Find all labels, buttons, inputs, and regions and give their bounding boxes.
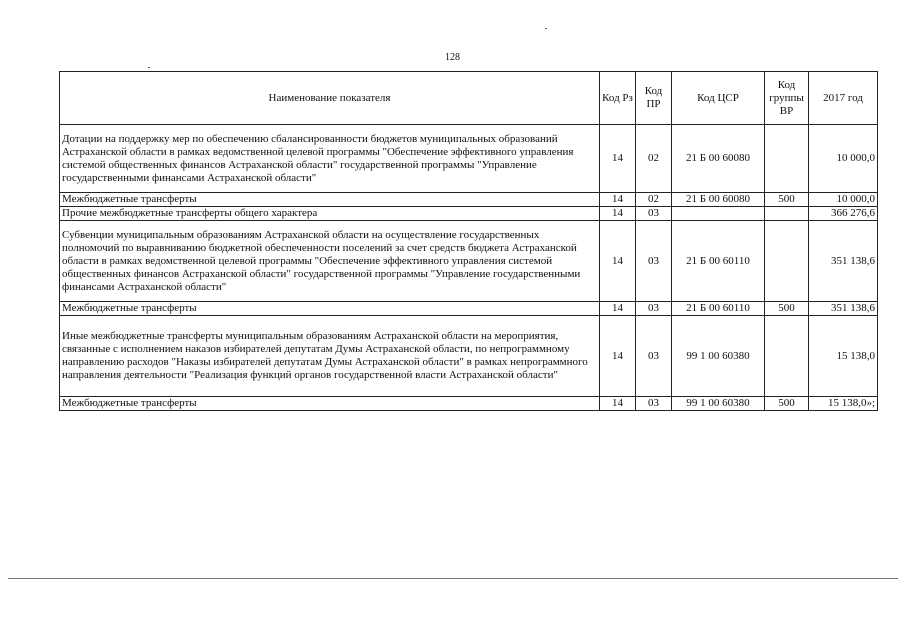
cell-value: 10 000,0	[809, 193, 878, 207]
cell-pr: 03	[636, 397, 672, 411]
cell-pr: 03	[636, 316, 672, 397]
cell-pr: 02	[636, 125, 672, 193]
table-row	[60, 397, 878, 411]
cell-name: Субвенции муниципальным образованиям Астраханской области на осуществление государственных полномочий по выравниванию бюджетной обеспеченности поселений за счет средств бюджета Астраханской области в рамках ведомственной целевой программы "Обеспечение эффективного управления системой общественных финансов Астраханской области" государственной программы "Управление государственными финансами Астраханской области"	[60, 221, 600, 302]
cell-rz: 14	[600, 193, 636, 207]
footer-rule	[8, 578, 898, 579]
cell-vr: 500	[765, 193, 809, 207]
scan-speck	[148, 67, 150, 68]
table-row	[60, 193, 878, 207]
cell-value: 15 138,0»;	[809, 397, 878, 411]
header-rz: Код Рз	[600, 72, 636, 125]
cell-name: Межбюджетные трансферты	[60, 302, 600, 316]
cell-csr	[672, 207, 765, 221]
cell-vr	[765, 125, 809, 193]
header-year: 2017 год	[809, 72, 878, 125]
header-csr: Код ЦСР	[672, 72, 765, 125]
header-name: Наименование показателя	[60, 72, 600, 125]
cell-rz: 14	[600, 302, 636, 316]
cell-value: 351 138,6	[809, 302, 878, 316]
cell-value: 15 138,0	[809, 316, 878, 397]
cell-pr: 03	[636, 207, 672, 221]
header-row	[60, 72, 878, 125]
budget-table	[59, 71, 878, 411]
cell-vr	[765, 221, 809, 302]
header-vr: Код группы ВР	[765, 72, 809, 125]
table-row	[60, 125, 878, 193]
cell-csr: 21 Б 00 60110	[672, 302, 765, 316]
cell-name: Межбюджетные трансферты	[60, 193, 600, 207]
table-row	[60, 316, 878, 397]
table-row	[60, 207, 878, 221]
cell-name: Межбюджетные трансферты	[60, 397, 600, 411]
cell-csr: 99 1 00 60380	[672, 316, 765, 397]
cell-name: Прочие межбюджетные трансферты общего характера	[60, 207, 600, 221]
cell-pr: 03	[636, 221, 672, 302]
cell-vr: 500	[765, 302, 809, 316]
cell-rz: 14	[600, 316, 636, 397]
table-row	[60, 302, 878, 316]
cell-csr: 21 Б 00 60080	[672, 125, 765, 193]
cell-rz: 14	[600, 221, 636, 302]
cell-rz: 14	[600, 125, 636, 193]
cell-csr: 21 Б 00 60110	[672, 221, 765, 302]
cell-pr: 02	[636, 193, 672, 207]
cell-name: Дотации на поддержку мер по обеспечению сбалансированности бюджетов муниципальных образований Астраханской области в рамках ведомственной целевой программы "Обеспечение эффективного управления системой общественных финансов Астраханской области" государственной программы "Управление государственными финансами Астраханской области"	[60, 125, 600, 193]
cell-vr: 500	[765, 397, 809, 411]
cell-pr: 03	[636, 302, 672, 316]
cell-value: 366 276,6	[809, 207, 878, 221]
cell-value: 10 000,0	[809, 125, 878, 193]
cell-rz: 14	[600, 207, 636, 221]
table-row	[60, 221, 878, 302]
cell-rz: 14	[600, 397, 636, 411]
cell-vr	[765, 207, 809, 221]
page-number: 128	[445, 52, 460, 63]
cell-name: Иные межбюджетные трансферты муниципальным образованиям Астраханской области на мероприятия, связанные с исполнением наказов избирателей депутатам Думы Астраханской области, по непрограммному направлению расходов "Наказы избирателей депутатам Думы Астраханской области" в рамках непрограммного направления деятельности "Реализация функций органов государственной власти Астраханской области"	[60, 316, 600, 397]
cell-value: 351 138,6	[809, 221, 878, 302]
header-pr: Код ПР	[636, 72, 672, 125]
scan-speck	[545, 28, 547, 29]
cell-csr: 99 1 00 60380	[672, 397, 765, 411]
cell-vr	[765, 316, 809, 397]
cell-csr: 21 Б 00 60080	[672, 193, 765, 207]
